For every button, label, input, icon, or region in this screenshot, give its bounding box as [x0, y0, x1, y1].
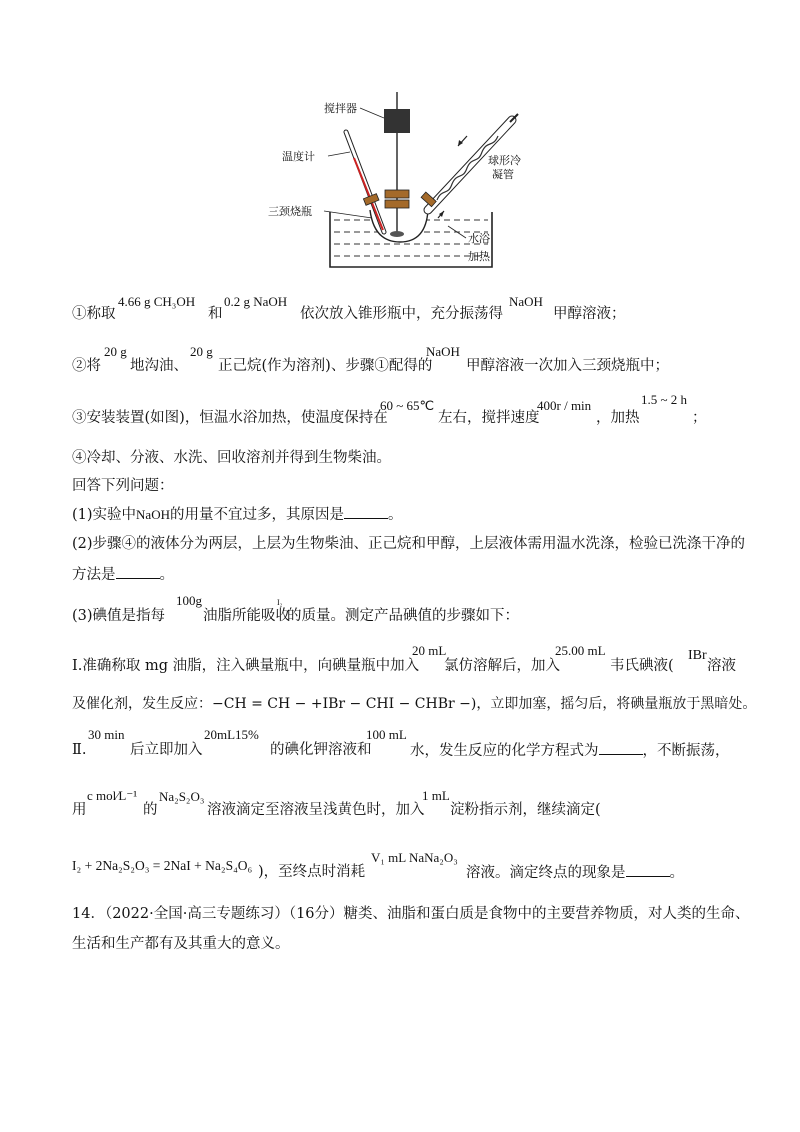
- stepI-a: Ⅰ.准确称取 mg 油脂，注入碘量瓶中，向碘量瓶中加入: [72, 658, 420, 674]
- step3-c: ；: [692, 410, 707, 426]
- label-bath-2: 加热: [468, 250, 490, 263]
- stepII-e: ，不断振荡，: [642, 743, 730, 759]
- titr-a: 用: [72, 802, 87, 818]
- step3-prefix: ③安装装置(如图)，恒温水浴加热，使温度保持在: [72, 410, 388, 426]
- label-condenser-1: 球形冷: [488, 154, 521, 167]
- q1-c: 。: [387, 507, 403, 523]
- stepII-ki: 20mL15%: [204, 727, 259, 742]
- eq-tail: [466, 862, 684, 883]
- questions-intro: 回答下列问题：: [72, 478, 174, 494]
- question-14-line2: 生活和生产都有及其重大的意义。: [72, 936, 290, 952]
- answer-blank-4[interactable]: [626, 862, 670, 877]
- titr-na2s2o3: Na₂S₂O₃: [159, 789, 205, 804]
- step1-line: [72, 304, 116, 324]
- question-14-line1: 14．（2022·全国·高三专题练习）（16分）糖类、油脂和蛋白质是食物中的主要营养物质，对人类的生命、: [72, 906, 750, 922]
- eq-volume: V₁ mL NaNa₂O₃: [371, 850, 458, 865]
- step2-mass2: 20 g: [190, 344, 213, 359]
- step3-temp: 60 ~ 65℃: [380, 398, 435, 413]
- question-1: [72, 504, 402, 525]
- answer-blank-3[interactable]: [599, 740, 643, 755]
- step3-speed: 400r / min: [537, 398, 592, 413]
- step2-a: 地沟油、: [130, 358, 188, 374]
- stepII-time: 30 min: [88, 727, 125, 742]
- answer-blank-2[interactable]: [116, 564, 160, 579]
- stepI-line2: 及催化剂，发生反应：−CH = CH − +IBr − CHI − CHBr −)，立即加塞，摇匀后，将碘量瓶放于黑暗处。: [72, 696, 757, 712]
- step2-naoh: NaOH: [426, 344, 460, 359]
- q1-naoh: NaOH: [136, 507, 170, 522]
- eq-c: 。: [669, 865, 684, 881]
- label-flask: 三颈烧瓶: [268, 205, 312, 218]
- q1-b: 的用量不宜过多，其原因是: [169, 507, 344, 523]
- q3-c: 的质量。测定产品碘值的步骤如下：: [287, 608, 519, 624]
- eq-b: 溶液。滴定终点的现象是: [466, 865, 626, 881]
- step1-prefix: ①称取: [72, 306, 116, 322]
- stepI-ibr: IBr: [688, 648, 707, 663]
- stepI-v1: 20 mL: [412, 643, 447, 658]
- q3-b: 油脂所能吸收: [203, 608, 290, 624]
- step2-b: 正己烷(作为溶剂)、步骤①配得的: [218, 358, 433, 374]
- q3-mass: 100g: [176, 593, 202, 608]
- step4-line: ④冷却、分液、水洗、回收溶剂并得到生物柴油。: [72, 450, 391, 466]
- titr-b: 的: [143, 802, 158, 818]
- step1-qty2: 0.2 g NaOH: [224, 294, 288, 309]
- step3-b: ，加热: [596, 410, 640, 426]
- step2-c: 甲醇溶液一次加入三颈烧瓶中；: [466, 358, 669, 374]
- step3-a: 左右，搅拌速度: [438, 410, 540, 426]
- step1-join: 和: [208, 306, 223, 322]
- label-stirrer: 搅拌器: [324, 102, 357, 115]
- titr-ml: 1 mL: [422, 788, 450, 803]
- question-2-line1: (2)步骤④的液体分为两层，上层为生物柴油、正己烷和甲醇，上层液体需用温水洗涤，检验已洗涤干净的: [72, 536, 746, 552]
- titr-c: 溶液滴定至溶液呈浅黄色时，加入: [207, 802, 425, 818]
- stepI-v2: 25.00 mL: [555, 643, 606, 658]
- stepI-b: 氯仿溶解后，加入: [444, 658, 560, 674]
- eq-formula: I₂ + 2Na₂S₂O₃ = 2NaI + Na₂S₄O₆: [72, 858, 253, 873]
- q3-i2: I₂: [277, 598, 283, 607]
- step1-suffix: 甲醇溶液；: [553, 306, 626, 322]
- label-condenser-2: 凝管: [492, 168, 514, 181]
- apparatus-figure: [262, 92, 532, 272]
- stepII-a: Ⅱ.: [72, 742, 87, 758]
- question-2-line2: [72, 564, 174, 585]
- step2-prefix: ②将: [72, 358, 101, 374]
- stepI-c: 韦氏碘液(: [610, 658, 674, 674]
- step1-qty1: 4.66 g CH₃OH: [118, 294, 196, 309]
- label-bath-1: 水浴: [468, 232, 490, 245]
- stepI-d: 溶液: [707, 658, 736, 674]
- label-thermometer: 温度计: [282, 150, 315, 163]
- q2-b: 。: [159, 567, 174, 583]
- q2-a: 方法是: [72, 567, 116, 583]
- q1-a: (1)实验中: [72, 507, 137, 523]
- stepII-d: 水，发生反应的化学方程式为: [410, 743, 599, 759]
- titr-conc: c mol⁄L⁻¹: [87, 788, 138, 803]
- titr-d: 淀粉指示剂，继续滴定(: [450, 802, 601, 818]
- step2-mass1: 20 g: [104, 344, 127, 359]
- stepII-water: 100 mL: [366, 727, 407, 742]
- stepII-d-line: [410, 740, 730, 761]
- step1-mid: 依次放入锥形瓶中，充分振荡得: [300, 306, 503, 322]
- step1-naoh: NaOH: [509, 294, 543, 309]
- apparatus-diagram: [262, 92, 532, 272]
- answer-blank-1[interactable]: [344, 504, 388, 519]
- q3-a: (3)碘值是指每: [72, 608, 166, 624]
- stepII-c: 的碘化钾溶液和: [270, 742, 372, 758]
- stepII-b: 后立即加入: [130, 742, 203, 758]
- eq-a: )，至终点时消耗: [258, 864, 366, 880]
- step3-time: 1.5 ~ 2 h: [641, 392, 688, 407]
